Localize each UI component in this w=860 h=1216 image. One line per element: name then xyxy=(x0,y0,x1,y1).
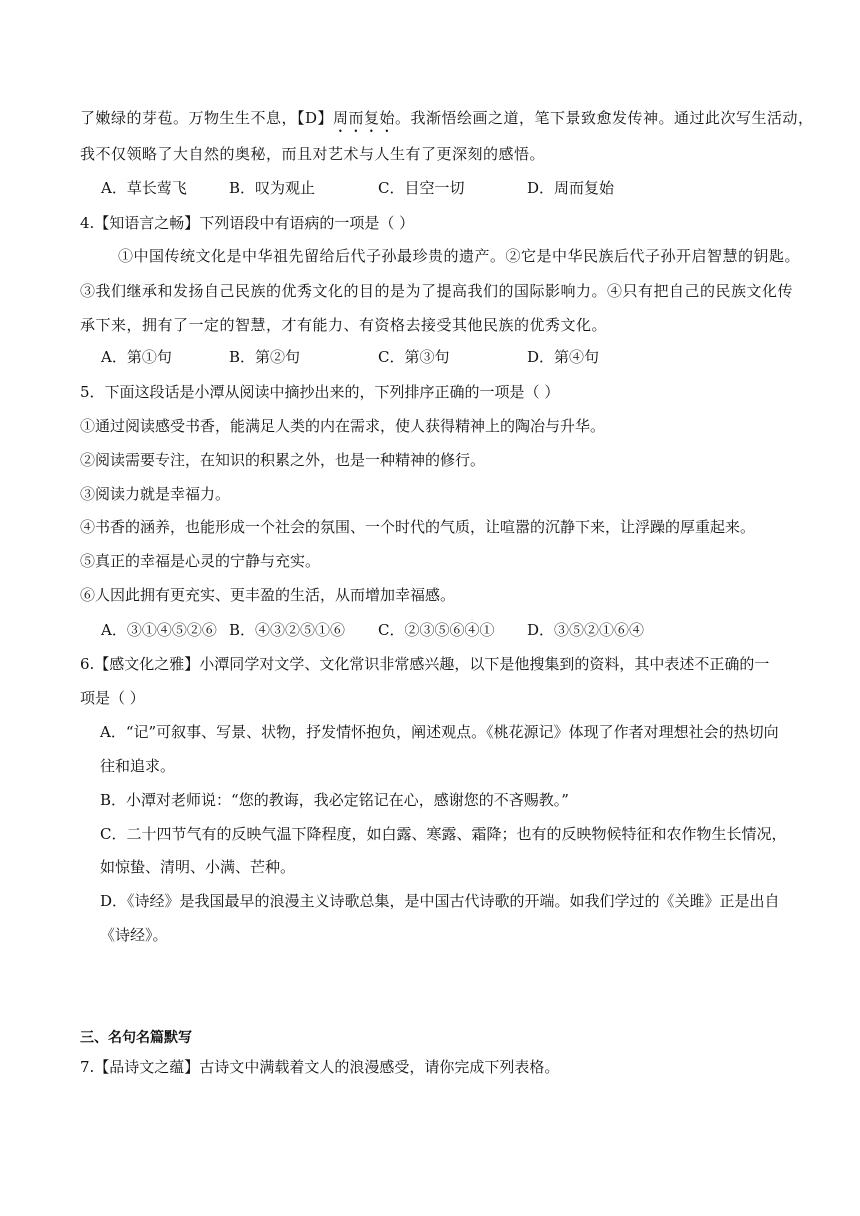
q3-passage-text: 。我渐悟绘画之道，笔下景致愈发传神。通过此次写生活动， xyxy=(395,109,814,127)
q4-option-b: B．第②句 xyxy=(229,348,301,366)
q7-stem: 7.【品诗文之蕴】古诗文中满载着文人的浪漫感受，请你完成下列表格。 xyxy=(80,1058,560,1076)
q4-stem: 4.【知语言之畅】下列语段中有语病的一项是（ ） xyxy=(80,214,415,232)
q4-option-d: D．第④句 xyxy=(527,348,600,366)
q3-passage-line-2: 我不仅领略了大自然的奥秘，而且对艺术与人生有了更深刻的感悟。 xyxy=(80,145,546,163)
q6-stem: 6.【感文化之雅】小潭同学对文学、文化常识非常感兴趣，以下是他搜集到的资料，其中表述不正确的一 xyxy=(80,655,770,673)
q6-option-line: B．小潭对老师说：“您的教诲，我必定铭记在心，感谢您的不吝赐教。” xyxy=(100,791,569,809)
q5-option-a: A．③①④⑤②⑥ xyxy=(101,621,217,639)
q6-option-line: A．“记”可叙事、写景、状物，抒发情怀抱负，阐述观点。《桃花源记》体现了作者对理想社会的热切向 xyxy=(100,723,779,741)
q3-passage-text: 了嫩绿的芽苞。万物生生不息，【D】 xyxy=(80,109,334,127)
q6-option-line: 《诗经》。 xyxy=(100,926,168,944)
q5-sentence: ④书香的涵养，也能形成一个社会的氛围、一个时代的气质，让喧嚣的沉静下来，让浮躁的厚重起来。 xyxy=(80,518,756,536)
q3-option-c: C．目空一切 xyxy=(378,179,465,197)
q4-option-c: C．第③句 xyxy=(378,348,450,366)
q4-passage-line: ③我们继承和发扬自己民族的优秀文化的目的是为了提高我们的国际影响力。④只有把自己的民族文化传 xyxy=(80,282,794,300)
q4-passage-line: 承下来，拥有了一定的智慧，才有能力、有资格去接受其他民族的优秀文化。 xyxy=(80,316,608,334)
q5-option-c: C．②③⑤⑥④① xyxy=(378,621,495,639)
section-heading: 三、名句名篇默写 xyxy=(80,1030,192,1046)
q4-option-a: A．第①句 xyxy=(101,348,172,366)
q5-sentence: ①通过阅读感受书香，能满足人类的内在需求，使人获得精神上的陶冶与升华。 xyxy=(80,417,606,435)
q6-option-line: 如惊蛰、清明、小满、芒种。 xyxy=(100,858,296,876)
q3-option-b: B．叹为观止 xyxy=(229,179,316,197)
q6-stem: 项是（ ） xyxy=(80,689,145,707)
q3-dotted-term: 周而复始 xyxy=(333,109,396,127)
q5-sentence: ⑤真正的幸福是心灵的宁静与充实。 xyxy=(80,552,321,570)
q6-option-line: D．《诗经》是我国最早的浪漫主义诗歌总集，是中国古代诗歌的开端。如我们学过的《关雎》正是出自 xyxy=(100,892,780,910)
q5-stem: 5．下面这段话是小潭从阅读中摘抄出来的，下列排序正确的一项是（ ） xyxy=(80,383,560,401)
q5-sentence: ⑥人因此拥有更充实、更丰盈的生活，从而增加幸福感。 xyxy=(80,586,456,604)
q5-option-b: B．④③②⑤①⑥ xyxy=(229,621,346,639)
q3-passage-line-1 xyxy=(80,108,860,136)
q6-option-line: 往和追求。 xyxy=(100,757,176,775)
q5-sentence: ③阅读力就是幸福力。 xyxy=(80,485,231,503)
q3-option-d: D．周而复始 xyxy=(527,179,615,197)
q6-option-line: C．二十四节气有的反映气温下降程度，如白露、寒露、霜降；也有的反映物候特征和农作物生长情况， xyxy=(100,825,787,843)
q5-sentence: ②阅读需要专注，在知识的积累之外，也是一种精神的修行。 xyxy=(80,451,486,469)
q3-option-a: A．草长莺飞 xyxy=(101,179,187,197)
q5-option-d: D．③⑤②①⑥④ xyxy=(527,621,645,639)
q4-passage-line: ①中国传统文化是中华祖先留给后代子孙最珍贵的遗产。②它是中华民族后代子孙开启智慧的钥匙。 xyxy=(118,247,801,265)
